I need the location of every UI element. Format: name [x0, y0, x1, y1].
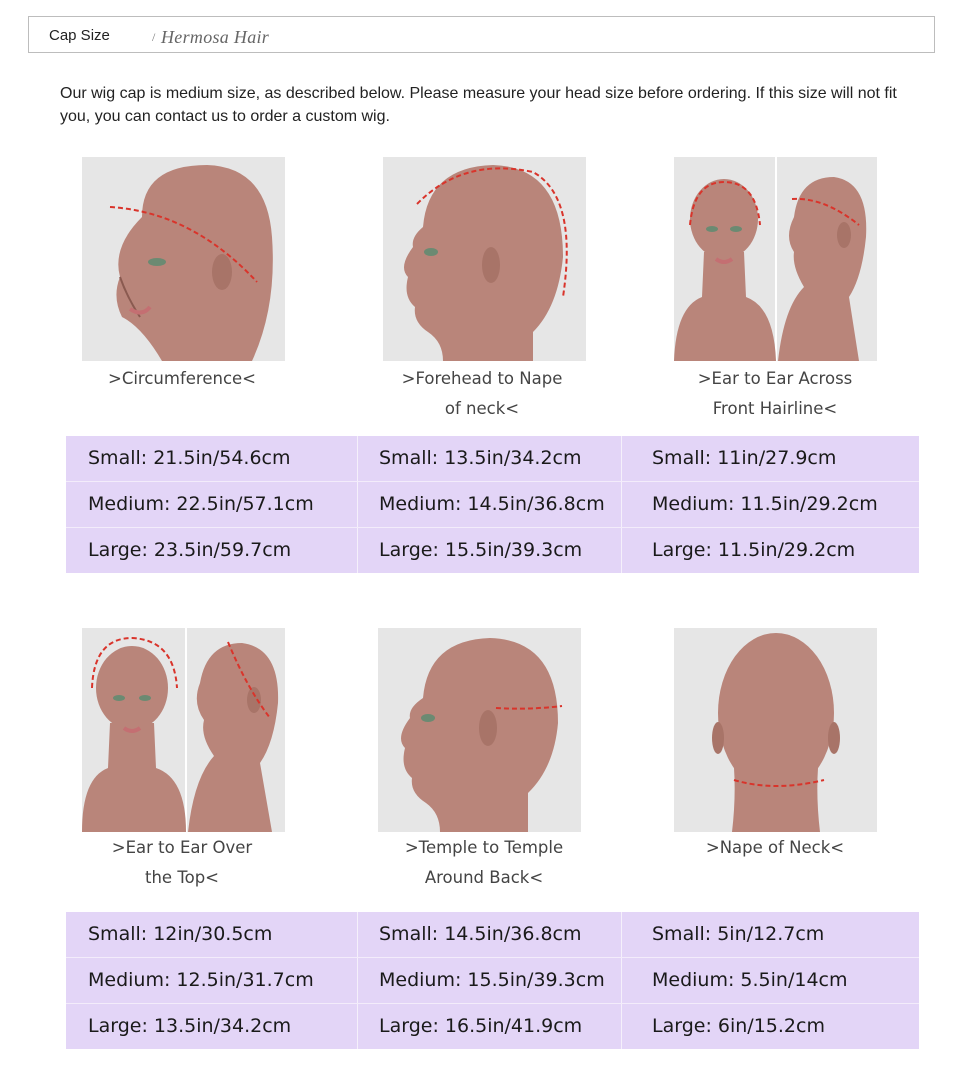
- table-cell: Large: 11.5in/29.2cm: [652, 539, 856, 561]
- table-cell: Medium: 5.5in/14cm: [652, 969, 848, 991]
- table-cell: Medium: 22.5in/57.1cm: [66, 482, 358, 527]
- caption-nape-of-neck: [645, 833, 905, 863]
- table-cell: Small: 12in/30.5cm: [66, 912, 358, 957]
- caption-circumference: [52, 364, 312, 394]
- table-row: [66, 1003, 919, 1049]
- caption-line: >Ear to Ear Across: [697, 369, 853, 388]
- caption-line: Front Hairline<: [712, 399, 838, 418]
- header-title: Cap Size: [49, 27, 110, 44]
- table-cell: Medium: 14.5in/36.8cm: [358, 482, 622, 527]
- table-cell: Medium: 12.5in/31.7cm: [66, 958, 358, 1003]
- table-row: [66, 481, 919, 527]
- caption-line: >Ear to Ear Over: [111, 838, 253, 857]
- cap-size-header: [28, 16, 935, 53]
- table-cell: Small: 21.5in/54.6cm: [66, 436, 358, 481]
- table-row: [66, 957, 919, 1003]
- forehead-to-nape-image: [383, 157, 586, 361]
- caption-line: >Nape of Neck<: [705, 838, 845, 857]
- caption-line: Around Back<: [424, 868, 544, 887]
- caption-forehead-to-nape: [352, 364, 612, 424]
- table-row: [66, 527, 919, 573]
- size-table-top: [66, 436, 919, 573]
- caption-ear-to-ear-front: [645, 364, 905, 424]
- size-table-bottom: [66, 912, 919, 1049]
- intro-text: Our wig cap is medium size, as described below. Please measure your head size before ordering. If this size will not fit you, you can contact us to order a custom wig.: [60, 85, 897, 125]
- table-row: [66, 912, 919, 957]
- caption-line: >Temple to Temple: [404, 838, 564, 857]
- table-cell: Medium: 15.5in/39.3cm: [358, 958, 622, 1003]
- ear-to-ear-front-image: [674, 157, 877, 361]
- table-cell: Large: 16.5in/41.9cm: [358, 1004, 622, 1049]
- caption-line: the Top<: [145, 868, 219, 887]
- caption-temple-to-temple: [354, 833, 614, 893]
- table-cell: Small: 11in/27.9cm: [652, 447, 837, 469]
- caption-line: of neck<: [444, 399, 520, 418]
- table-cell: Large: 23.5in/59.7cm: [66, 528, 358, 573]
- table-cell: Small: 5in/12.7cm: [652, 923, 825, 945]
- circumference-image: [82, 157, 285, 361]
- table-cell: Small: 14.5in/36.8cm: [358, 912, 622, 957]
- temple-to-temple-image: [378, 628, 581, 832]
- table-row: [66, 436, 919, 481]
- table-cell: Medium: 11.5in/29.2cm: [652, 493, 878, 515]
- table-cell: Small: 13.5in/34.2cm: [358, 436, 622, 481]
- ear-to-ear-top-image: [82, 628, 285, 832]
- table-cell: Large: 13.5in/34.2cm: [66, 1004, 358, 1049]
- brand-logo: Hermosa Hair: [161, 27, 270, 47]
- table-cell: Large: 15.5in/39.3cm: [358, 528, 622, 573]
- header-separator: /: [152, 30, 156, 44]
- table-cell: Large: 6in/15.2cm: [652, 1015, 825, 1037]
- caption-line: >Forehead to Nape: [401, 369, 563, 388]
- caption-line: >Circumference<: [108, 369, 256, 388]
- caption-ear-to-ear-top: [52, 833, 312, 893]
- nape-of-neck-image: [674, 628, 877, 832]
